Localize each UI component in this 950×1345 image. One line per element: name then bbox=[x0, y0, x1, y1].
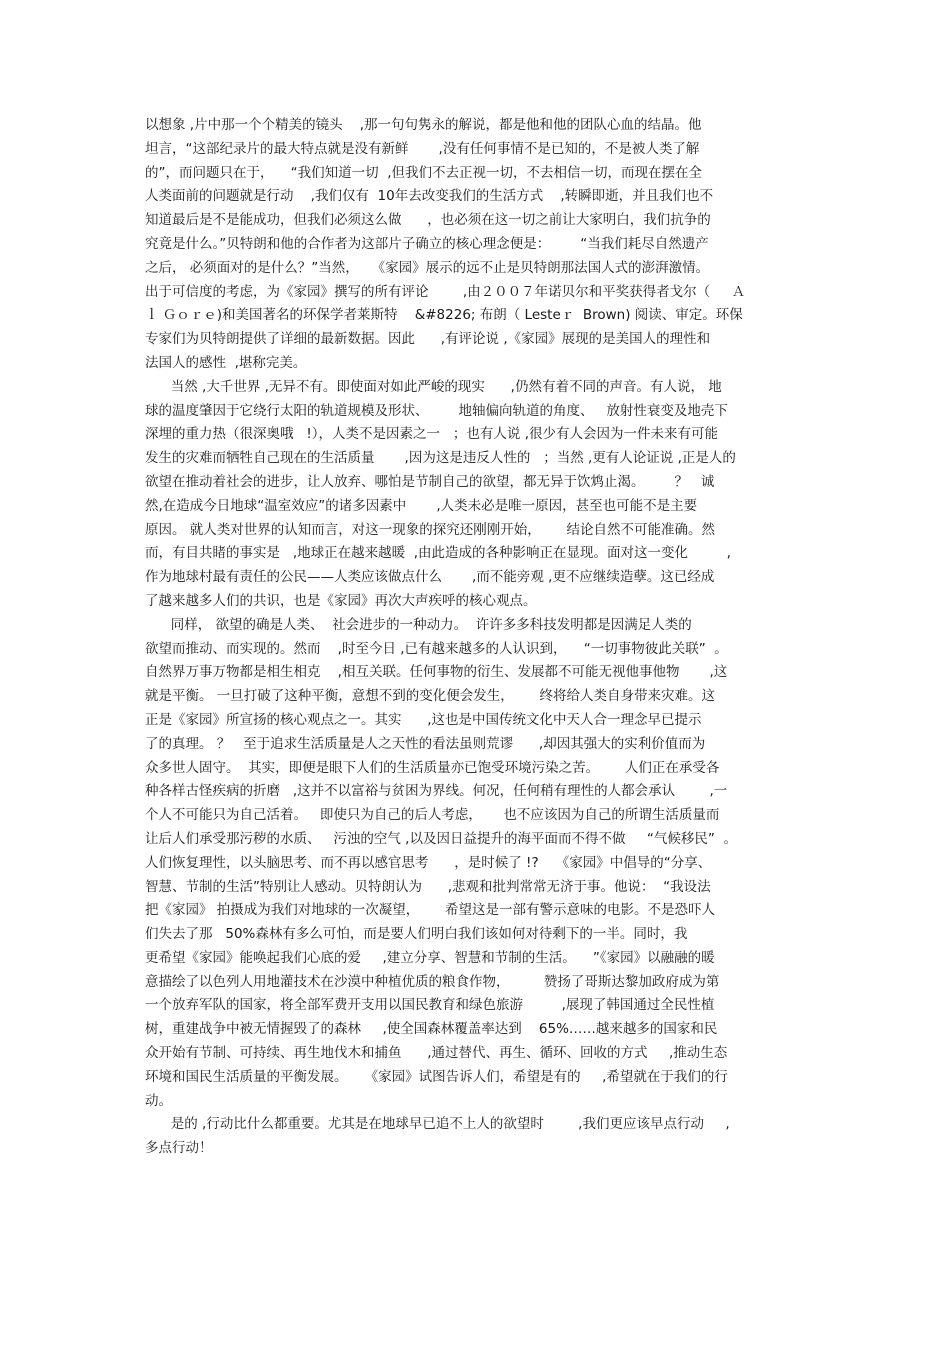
text-line: 人类面前的问题就是行动 ,我们仅有 10年去改变我们的生活方式 ,转瞬即逝，并且我们也不 bbox=[145, 188, 714, 205]
text-line: 以想象 ,片中那一个个精美的镜头 ,那一句句隽永的解说，都是他和他的团队心血的结晶。他 bbox=[145, 117, 702, 133]
text-line: 环境和国民生活质量的平衡发展。 《家园》试图告诉人们，希望是有的 ,希望就在于我们的行 bbox=[145, 1068, 728, 1085]
text-line: 种各样古怪疾病的折磨 ,这并不以富裕与贫困为界线。何况，任何稍有理性的人都会承认 ,一 bbox=[145, 783, 728, 800]
text-line: ｌ Ｇｏｒｅ)和美国著名的环保学者莱斯特 &#8226; 布朗（ Lesteｒ Brown) 阅读、审定。环保 bbox=[145, 307, 743, 324]
text-line: 动。 bbox=[145, 1092, 172, 1109]
text-line: 众开始有节制、可持续、再生地伐木和捕鱼 ,通过替代、再生、循环、回收的方式 ,推动生态 bbox=[145, 1045, 728, 1062]
article-body bbox=[145, 114, 810, 1161]
text-line: 坦言，“这部纪录片的最大特点就是没有新鲜 ,没有任何事情不是已知的，不是被人类了解 bbox=[145, 140, 700, 157]
text-line: 一个放弃军队的国家，将全部军费开支用以国民教育和绿色旅游 ,展现了韩国通过全民性植 bbox=[145, 997, 715, 1014]
text-line: 让后人们承受那污秽的水质、 污浊的空气 ,以及因日益提升的海平面而不得不做 “气候移民” 。 bbox=[145, 830, 737, 847]
text-line: 更希望《家园》能唤起我们心底的爱 ,建立分享、智慧和节制的生活。 ”《家园》以融融的暖 bbox=[145, 949, 715, 966]
text-line: 原因。 就人类对世界的认知而言，对这一现象的探究还刚刚开始， 结论自然不可能准确。然 bbox=[145, 521, 716, 538]
text-line: 深埋的重力热（很深奥哦 !），人类不是因素之一 ；也有人说 ,很少有人会因为一件未来有可能 bbox=[145, 426, 718, 443]
text-line: 的”，而问题只在于， “我们知道一切 ,但我们不去正视一切，不去相信一切，而现在摆在全 bbox=[145, 164, 703, 181]
text-line: 智慧、节制的生活”特别让人感动。贝特朗认为 ,悲观和批判常常无济于事。他说： “我设法 bbox=[145, 878, 711, 895]
text-line: 意描绘了以色列人用地灌技术在沙漠中种植优质的粮食作物， 赞扬了哥斯达黎加政府成为第 bbox=[145, 973, 720, 990]
text-line: 而，有目共睹的事实是 ,地球正在越来越暖 ,由此造成的各种影响正在显现。面对这一变化 , bbox=[145, 545, 731, 562]
text-line: 之后， 必须面对的是什么？”当然， 《家园》展示的远不止是贝特朗那法国人式的澎湃激情。 bbox=[145, 259, 710, 276]
text-line: 众多世人固守。 其实，即便是眼下人们的生活质量亦已饱受环境污染之苦。 人们正在承受各 bbox=[145, 759, 720, 776]
text-line: 个人不可能只为自己活着。 即使只为自己的后人考虑， 也不应该因为自己的所谓生活质量而 bbox=[145, 807, 720, 824]
text-line: 作为地球村最有责任的公民——人类应该做点什么 ,而不能旁观 ,更不应继续造孽。这已经成 bbox=[145, 569, 715, 586]
text-line: 欲望而推动、而实现的。然而 ,时至今日 ,已有越来越多的人认识到， “一切事物彼此关联” 。 bbox=[145, 640, 728, 657]
text-line: 知道最后是不是能成功，但我们必须这么做 ，也必须在这一切之前让大家明白，我们抗争的 bbox=[145, 212, 711, 229]
text-line: 把《家园》 拍摄成为我们对地球的一次凝望， 希望这是一部有警示意味的电影。不是恐吓人 bbox=[145, 902, 716, 919]
text-line: 然,在造成今日地球“温室效应”的诸多因素中 ,人类未必是唯一原因，甚至也可能不是主要 bbox=[145, 497, 698, 514]
text-line: 出于可信度的考虑，为《家园》撰写的所有评论 ,由２００７年诺贝尔和平奖获得者戈尔（ Ａ bbox=[145, 283, 746, 300]
text-line: 专家们为贝特朗提供了详细的最新数据。因此 ,有评论说 ,《家园》展现的是美国人的理性和 bbox=[145, 331, 711, 348]
text-line: 是的 ,行动比什么都重要。尤其是在地球早已追不上人的欲望时 ,我们更应该早点行动 , bbox=[145, 1116, 730, 1133]
text-line: 发生的灾难而牺牲自己现在的生活质量 ,因为这是违反人性的 ；当然 ,更有人论证说 ,正是人的 bbox=[145, 450, 736, 467]
text-line: 了越来越多人们的共识，也是《家园》再次大声疾呼的核心观点。 bbox=[145, 592, 537, 609]
text-line: 多点行动！ bbox=[145, 1140, 213, 1157]
text-line: 欲望在推动着社会的进步，让人放弃、哪怕是节制自己的欲望，都无异于饮鸩止渴。 ？ 诚 bbox=[145, 473, 715, 490]
text-line: 法国人的感性 ,堪称完美。 bbox=[145, 354, 307, 371]
text-line: 当然 ,大千世界 ,无异不有。即使面对如此严峻的现实 ,仍然有着不同的声音。有人说， 地 bbox=[145, 378, 722, 395]
text-line: 自然界万事万物都是相生相克 ,相互关联。任何事物的衍生、发展都不可能无视他事他物 ,这 bbox=[145, 664, 728, 681]
text-line: 们失去了那 50%森林有多么可怕，而是要人们明白我们该如何对待剩下的一半。同时，我 bbox=[145, 926, 688, 943]
text-line: 究竟是什么。”贝特朗和他的合作者为这部片子确立的核心理念便是： “当我们耗尽自然遗产 bbox=[145, 235, 709, 252]
text-line: 正是《家园》所宣扬的核心观点之一。其实 ,这也是中国传统文化中天人合一理念早已提示 bbox=[145, 711, 702, 728]
text-line: 人们恢复理性，以头脑思考、而不再以感官思考 ，是时候了 !? 《家园》中倡导的“分享、 bbox=[145, 854, 712, 871]
text-line: 了的真理。 ？ 至于追求生活质量是人之天性的看法虽则荒谬 ,却因其强大的实利价值而为 bbox=[145, 735, 706, 752]
text-line: 树，重建战争中被无情握毁了的森林 ,使全国森林覆盖率达到 65%……越来越多的国家和民 bbox=[145, 1021, 718, 1038]
text-line: 球的温度肇因于它绕行太阳的轨道规模及形状、 地轴偏向轨道的角度、 放射性衰变及地壳下 bbox=[145, 402, 728, 419]
text-line: 就是平衡。 一旦打破了这种平衡，意想不到的变化便会发生， 终将给人类自身带来灾难。这 bbox=[145, 688, 716, 705]
text-line: 同样， 欲望的确是人类、 社会进步的一种动力。 许许多多科技发明都是因满足人类的 bbox=[145, 616, 692, 633]
